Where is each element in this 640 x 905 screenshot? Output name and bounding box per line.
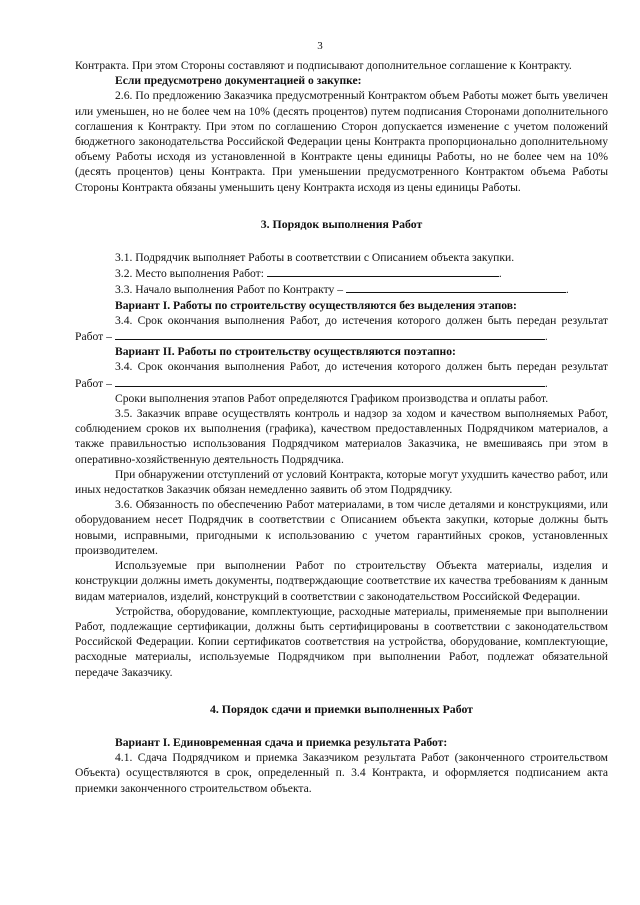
- variant-2-heading: Вариант II. Работы по строительству осуществляются поэтапно:: [115, 345, 456, 359]
- paragraph-2-6: 2.6. По предложению Заказчика предусмотренный Контрактом объем Работы может быть увеличен или уменьшен, но не более чем на 10% (десять процентов) путем подписания Сторонами дополнительного соглашения к Контракту. При этом по соглашению Сторон допускается изменение с учетом положений бюджетного законодательства Российской Федерации цены Контракта пропорционально дополнительному объему Работы исходя из установленной в Контракте цены единицы Работы, но не более чем на 10% (десять процентов) цены Контракта. При уменьшении предусмотренного Контрактом объема Работы Стороны Контракта обязаны уменьшить цену Контракта исходя из цены единицы Работы.: [75, 89, 608, 194]
- period-mark: .: [544, 330, 548, 344]
- paragraph-3-3-text: 3.3. Начало выполнения Работ по Контракту –: [115, 283, 343, 297]
- paragraph-3-3: [75, 281, 608, 297]
- paragraph-3-6: 3.6. Обязанность по обеспечению Работ материалами, в том числе деталями и конструкциями, или оборудованием несет Подрядчик в соответствии с Описанием объекта закупки, которые должны быть новыми, исправными, пригодными к использованию с учетом гарантийных сроков, установленных производителем.: [75, 498, 608, 557]
- paragraph-3-2-text: 3.2. Место выполнения Работ:: [115, 267, 264, 281]
- paragraph-3-5: 3.5. Заказчик вправе осуществлять контроль и надзор за ходом и качеством выполняемых Работ, соблюдением сроков их выполнения (графика), качеством предоставленных Подрядчиком материалов, а также правильностью использования Подрядчиком материалов Заказчика, не вмешиваясь при этом в оперативно-хозяйственную деятельность Подрядчика.: [75, 407, 608, 466]
- period-mark: .: [498, 267, 502, 281]
- work-location-field[interactable]: [267, 265, 499, 277]
- variant-1-deadline-field[interactable]: [115, 328, 545, 340]
- paragraph-4-1: 4.1. Сдача Подрядчиком и приемка Заказчиком результата Работ (законченного строительством Объекта) осуществляются в срок, определенный п. 3.4 Контракта, и оформляется подписанием акта приемки законченного строительством объекта.: [75, 751, 608, 795]
- work-start-field[interactable]: [346, 281, 566, 293]
- paragraph-deviations: При обнаружении отступлений от условий Контракта, которые могут ухудшить качество работ, или иных недостатков Заказчик обязан немедленно заявить об этом Подрядчику.: [75, 467, 608, 497]
- paragraph-contract-continuation: Контракта. При этом Стороны составляют и подписывают дополнительное соглашение к Контракту.: [75, 59, 572, 72]
- period-mark: .: [544, 376, 548, 390]
- paragraph-3-1: 3.1. Подрядчик выполняет Работы в соответствии с Описанием объекта закупки.: [115, 251, 515, 265]
- section-4-heading: 4. Порядок сдачи и приемки выполненных Работ: [210, 701, 473, 716]
- paragraph-3-4-variant-1: [75, 313, 608, 344]
- variant-1-heading: Вариант I. Работы по строительству осуществляются без выделения этапов:: [115, 298, 517, 312]
- paragraph-devices-certification: Устройства, оборудование, комплектующие, расходные материалы, применяемые при выполнении Работ, подлежащие сертификации, должны быть сертифицированы в соответствии с законодательством Российской Федерации. Копии сертификатов соответствия на устройства, оборудование, комплектующие, расходные материалы, используемые Подрядчиком при выполнении Работ, подлежат обязательной передаче Заказчику.: [75, 604, 608, 679]
- paragraph-3-4-variant-2-text: 3.4. Срок окончания выполнения Работ, до истечения которого должен быть передан результат Работ –: [75, 360, 608, 390]
- paragraph-3-2: [75, 265, 608, 281]
- heading-if-provided-by-documentation: Если предусмотрено документацией о закупке:: [115, 74, 362, 88]
- section-3-heading: 3. Порядок выполнения Работ: [260, 216, 423, 231]
- page-number: 3: [317, 40, 323, 52]
- period-mark: .: [565, 283, 569, 297]
- paragraph-3-4-variant-2: [75, 359, 608, 390]
- paragraph-3-4-variant-1-text: 3.4. Срок окончания выполнения Работ, до истечения которого должен быть передан результат Работ –: [75, 313, 608, 344]
- variant-2-deadline-field[interactable]: [115, 375, 545, 387]
- paragraph-materials: Используемые при выполнении Работ по строительству Объекта материалы, изделия и конструкции должны иметь документы, подтверждающие соответствие их качества требованиям к данным видам материалов, изделий, конструкций в соответствии с законодательством Российской Федерации.: [75, 559, 608, 603]
- document-body: [75, 58, 608, 796]
- variant-1-acceptance-heading: Вариант I. Единовременная сдача и приемка результата Работ:: [115, 735, 448, 749]
- paragraph-stages-schedule: Сроки выполнения этапов Работ определяются Графиком производства и оплаты работ.: [115, 391, 549, 405]
